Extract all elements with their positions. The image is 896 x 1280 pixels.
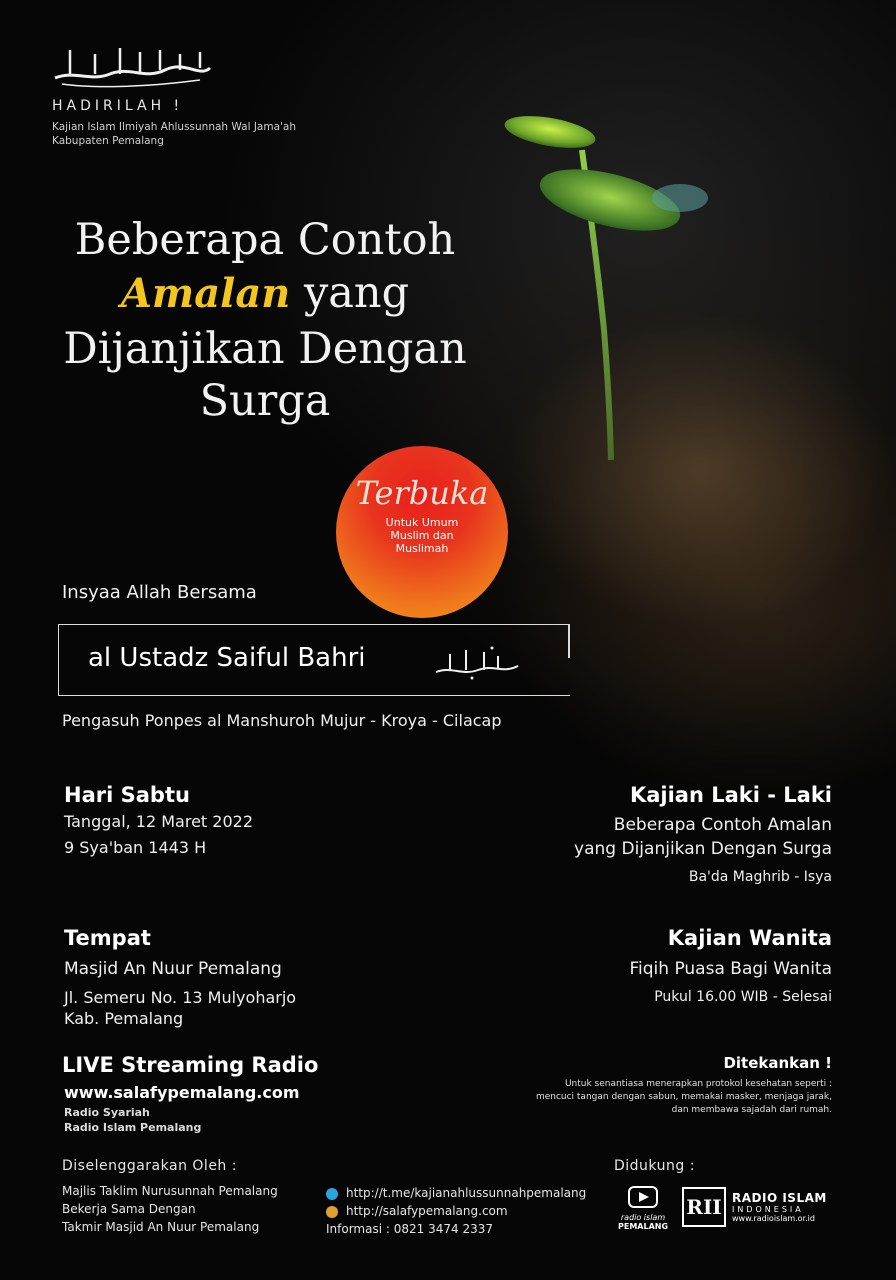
radio-islam-indonesia-mark: RII (682, 1187, 726, 1227)
notice-line: mencuci tangan dengan sabun, memakai masker, menjaga jarak, (535, 1092, 832, 1102)
women-session-time: Pukul 16.00 WIB - Selesai (654, 989, 832, 1005)
event-title (30, 215, 500, 426)
speaker-frame-right (568, 624, 570, 658)
bismillah-calligraphy (50, 40, 215, 90)
contact-info: Informasi : 0821 3474 2337 (326, 1222, 493, 1236)
calligraphy-image (50, 40, 215, 90)
notice-line: dan membawa sajadah dari rumah. (671, 1105, 832, 1115)
title-line-3: Dijanjikan Dengan (63, 324, 467, 374)
sprout-illustration (480, 90, 780, 490)
address-line: Kab. Pemalang (64, 1009, 184, 1028)
organizer-line: Majlis Taklim Nurusunnah Pemalang (62, 1184, 278, 1198)
badge-script-text: Terbuka (355, 474, 489, 512)
radio-islam-indonesia-logo (732, 1191, 827, 1223)
logo-text: PEMALANG (617, 1222, 669, 1231)
notice-line: Untuk senantiasa menerapkan protokol kesehatan seperti : (564, 1079, 832, 1089)
radio-islam-pemalang-logo (610, 1185, 676, 1235)
website-url: http://salafypemalang.com (346, 1204, 508, 1218)
open-to-public-badge (336, 446, 508, 618)
play-icon (625, 1185, 661, 1209)
supported-heading: Didukung : (614, 1158, 695, 1174)
logo-url: www.radioislam.or.id (732, 1214, 815, 1223)
organizer-line: Takmir Masjid An Nuur Pemalang (62, 1220, 260, 1234)
website-link[interactable] (326, 1204, 508, 1218)
hafizhahullah-calligraphy (432, 642, 522, 682)
hadirilah-heading: HADIRILAH ! (52, 98, 184, 114)
title-highlight: Amalan (120, 270, 291, 317)
title-line-2-rest: yang (304, 268, 410, 318)
badge-line: Muslim dan (390, 529, 454, 542)
men-topic-line: yang Dijanjikan Dengan Surga (574, 839, 832, 859)
speaker-role: Pengasuh Ponpes al Manshuroh Mujur - Kroya - Cilacap (62, 711, 502, 730)
calligraphy-image (432, 642, 522, 682)
day-heading: Hari Sabtu (64, 783, 190, 807)
organizer-heading: Diselenggarakan Oleh : (62, 1158, 237, 1174)
date-text: Tanggal, 12 Maret 2022 (64, 812, 254, 831)
place-name: Masjid An Nuur Pemalang (64, 959, 282, 979)
women-topic: Fiqih Puasa Bagi Wanita (629, 959, 832, 979)
title-line-2 (30, 265, 500, 322)
title-line-1: Beberapa Contoh (74, 215, 456, 265)
health-protocol-notice (502, 1078, 832, 1117)
station-name: Radio Syariah (64, 1106, 150, 1119)
men-session-time: Ba'da Maghrib - Isya (688, 869, 832, 885)
place-heading: Tempat (64, 926, 151, 950)
org-line: Kabupaten Pemalang (52, 135, 164, 147)
men-session-heading: Kajian Laki - Laki (629, 783, 832, 807)
logo-text: RADIO ISLAM (732, 1191, 827, 1205)
hijri-date: 9 Sya'ban 1443 H (64, 838, 207, 857)
organizer-list (62, 1182, 278, 1236)
organization-subtitle (52, 120, 352, 148)
men-topic-line: Beberapa Contoh Amalan (613, 815, 832, 835)
web-icon (326, 1206, 338, 1218)
notice-heading: Ditekankan ! (723, 1054, 832, 1072)
badge-line: Untuk Umum (385, 516, 459, 529)
telegram-icon (326, 1188, 338, 1200)
logo-text: radio islam (620, 1213, 666, 1222)
org-line: Kajian Islam Ilmiyah Ahlussunnah Wal Jama'ah (52, 121, 296, 133)
telegram-link[interactable] (326, 1186, 586, 1200)
women-session-heading: Kajian Wanita (667, 926, 832, 950)
speaker-intro: Insyaa Allah Bersama (62, 582, 257, 603)
speaker-name: al Ustadz Saiful Bahri (88, 643, 366, 673)
telegram-url: http://t.me/kajianahlussunnahpemalang (346, 1186, 587, 1200)
streaming-url[interactable]: www.salafypemalang.com (64, 1083, 300, 1102)
badge-audience (336, 516, 508, 555)
organizer-line: Bekerja Sama Dengan (62, 1202, 196, 1216)
logo-text: INDONESIA (732, 1205, 804, 1214)
title-line-4: Surga (199, 376, 331, 426)
address-line: Jl. Semeru No. 13 Mulyoharjo (64, 988, 297, 1007)
badge-line: Muslimah (395, 542, 449, 555)
station-name: Radio Islam Pemalang (64, 1121, 202, 1134)
streaming-heading: LIVE Streaming Radio (62, 1053, 319, 1077)
